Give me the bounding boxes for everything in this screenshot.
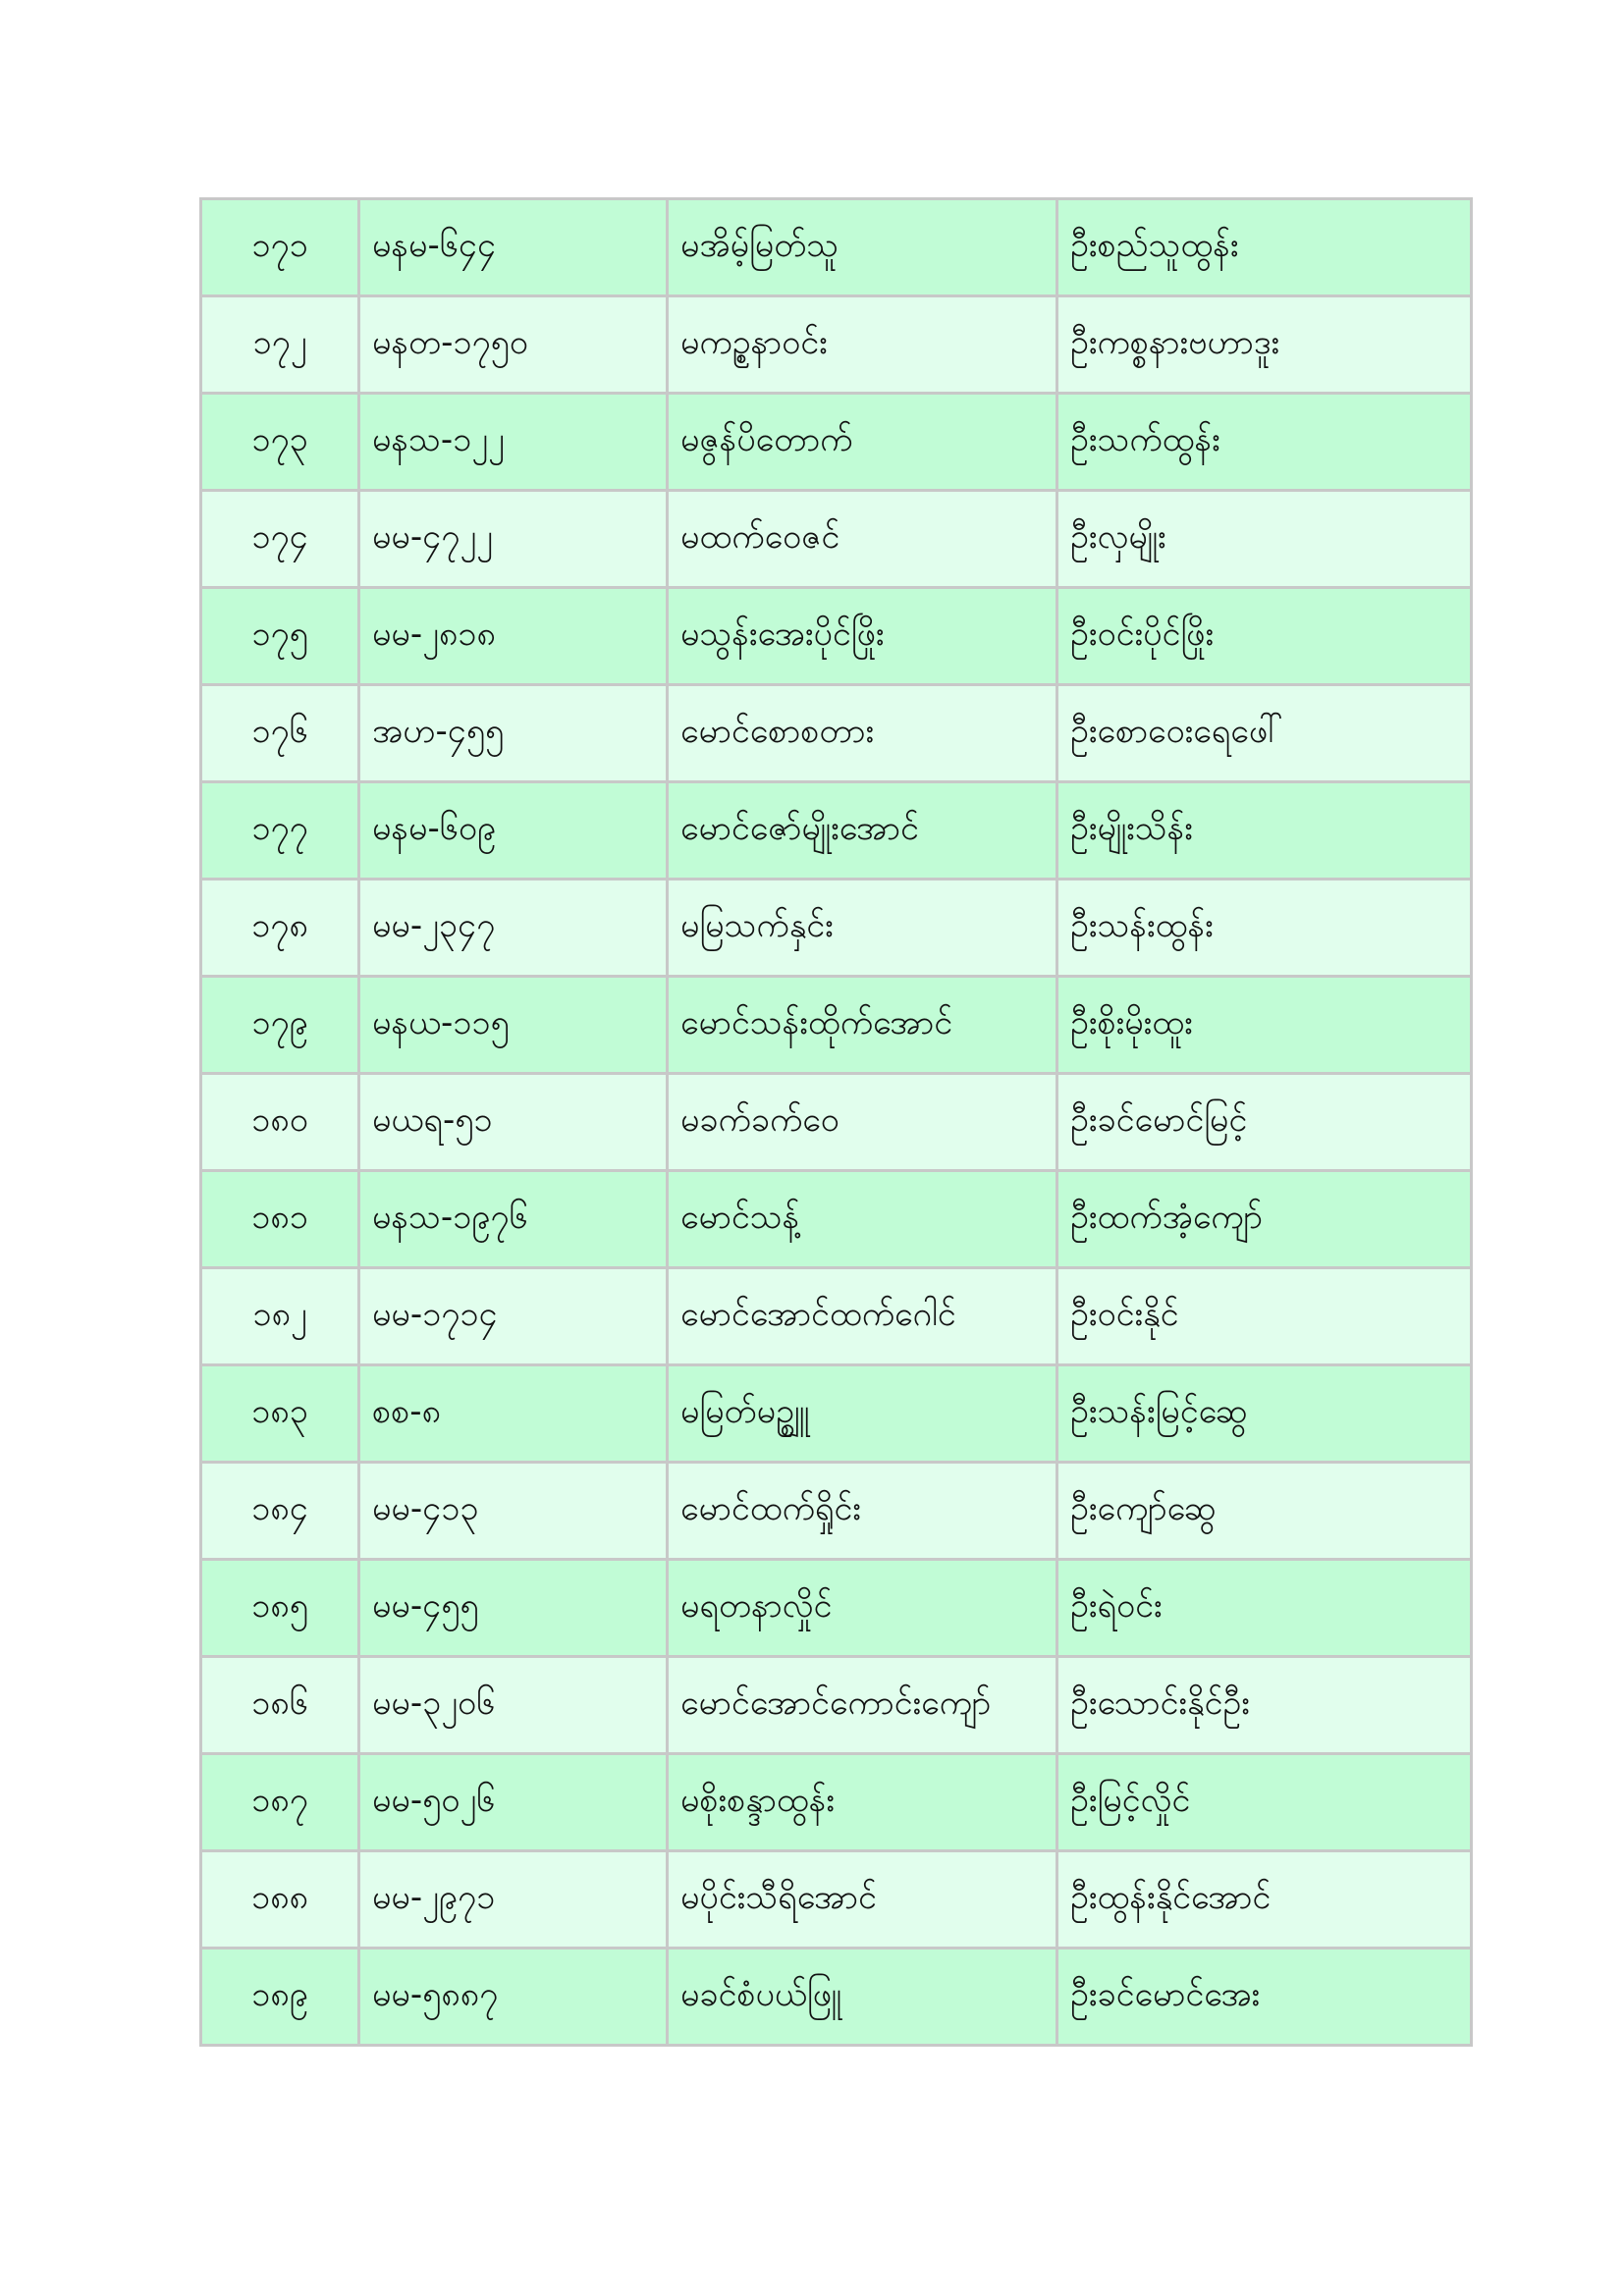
father-name: ဦးစောဝေးရေဖေါ် bbox=[1057, 685, 1472, 782]
row-number: ၁၈၃ bbox=[201, 1365, 359, 1463]
student-name: မထက်ဝေဇင် bbox=[668, 491, 1057, 588]
row-number: ၁၈၄ bbox=[201, 1463, 359, 1560]
student-name: မစိုးစန္ဒာထွန်း bbox=[668, 1754, 1057, 1851]
student-name: မအိမ့်မြတ်သူ bbox=[668, 199, 1057, 296]
registration-number: မမ-၂၉၇၁ bbox=[359, 1851, 668, 1949]
student-name: မခက်ခက်ဝေ bbox=[668, 1074, 1057, 1171]
table-row bbox=[201, 1171, 1472, 1268]
table-row bbox=[201, 880, 1472, 977]
student-name: မောင်သန်းထိုက်အောင် bbox=[668, 977, 1057, 1074]
registration-number: မမ-၅၀၂၆ bbox=[359, 1754, 668, 1851]
row-number: ၁၇၈ bbox=[201, 880, 359, 977]
table-row bbox=[201, 199, 1472, 296]
father-name: ဦးမြင့်လှိုင် bbox=[1057, 1754, 1472, 1851]
table-row bbox=[201, 1268, 1472, 1365]
row-number: ၁၈၁ bbox=[201, 1171, 359, 1268]
father-name: ဦးဝင်းပိုင်ဖြိုး bbox=[1057, 588, 1472, 685]
student-name: မကဥ္စနာဝင်း bbox=[668, 296, 1057, 394]
table-row bbox=[201, 1365, 1472, 1463]
row-number: ၁၇၉ bbox=[201, 977, 359, 1074]
registration-number: မမ-၄၁၃ bbox=[359, 1463, 668, 1560]
father-name: ဦးကစ္စနားဗဟာဒူး bbox=[1057, 296, 1472, 394]
father-name: ဦးထက်အံ့ကျော် bbox=[1057, 1171, 1472, 1268]
table-row bbox=[201, 1851, 1472, 1949]
father-name: ဦးလှမျိုး bbox=[1057, 491, 1472, 588]
father-name: ဦးသက်ထွန်း bbox=[1057, 394, 1472, 491]
row-number: ၁၇၂ bbox=[201, 296, 359, 394]
registration-number: မနယ-၁၁၅ bbox=[359, 977, 668, 1074]
father-name: ဦးသန်းမြင့်ဆွေ bbox=[1057, 1365, 1472, 1463]
student-name: မရတနာလှိုင် bbox=[668, 1560, 1057, 1657]
registration-number: မမ-၂၃၄၇ bbox=[359, 880, 668, 977]
student-name: မသွန်းအေးပိုင်ဖြိုး bbox=[668, 588, 1057, 685]
registration-number: မနမ-၆၄၄ bbox=[359, 199, 668, 296]
father-name: ဦးထွန်းနိုင်အောင် bbox=[1057, 1851, 1472, 1949]
table-row bbox=[201, 1949, 1472, 2046]
row-number: ၁၇၇ bbox=[201, 782, 359, 880]
registration-number: မယရ-၅၁ bbox=[359, 1074, 668, 1171]
father-name: ဦးကျော်ဆွေ bbox=[1057, 1463, 1472, 1560]
registration-number: မမ-၅၈၈၇ bbox=[359, 1949, 668, 2046]
row-number: ၁၈၈ bbox=[201, 1851, 359, 1949]
student-name: မောင်အောင်ကောင်းကျော် bbox=[668, 1657, 1057, 1754]
registration-number: မမ-၄၅၅ bbox=[359, 1560, 668, 1657]
row-number: ၁၇၆ bbox=[201, 685, 359, 782]
table-row bbox=[201, 1074, 1472, 1171]
row-number: ၁၈၅ bbox=[201, 1560, 359, 1657]
father-name: ဦးသောင်းနိုင်ဦး bbox=[1057, 1657, 1472, 1754]
table-row bbox=[201, 977, 1472, 1074]
table-body bbox=[201, 199, 1472, 2046]
student-name: မောင်သန့် bbox=[668, 1171, 1057, 1268]
registration-number: မမ-၁၇၁၄ bbox=[359, 1268, 668, 1365]
registration-number: မနတ-၁၇၅၀ bbox=[359, 296, 668, 394]
father-name: ဦးဝင်းနိုင် bbox=[1057, 1268, 1472, 1365]
table-row bbox=[201, 685, 1472, 782]
student-name: မမြတ်မဥ္ဈူ bbox=[668, 1365, 1057, 1463]
student-name: မပိုင်းသီရိအောင် bbox=[668, 1851, 1057, 1949]
table-row bbox=[201, 491, 1472, 588]
registration-number: မမ-၂၈၁၈ bbox=[359, 588, 668, 685]
student-name: မောင်ထက်ရှိုင်း bbox=[668, 1463, 1057, 1560]
father-name: ဦးစည်သူထွန်း bbox=[1057, 199, 1472, 296]
registration-number: မမ-၄၇၂၂ bbox=[359, 491, 668, 588]
registration-number: အဟ-၄၅၅ bbox=[359, 685, 668, 782]
row-number: ၁၇၄ bbox=[201, 491, 359, 588]
row-number: ၁၈၂ bbox=[201, 1268, 359, 1365]
table-row bbox=[201, 588, 1472, 685]
registration-number: စစ-၈ bbox=[359, 1365, 668, 1463]
student-name: မဇွန်ပိတောက် bbox=[668, 394, 1057, 491]
row-number: ၁၈၆ bbox=[201, 1657, 359, 1754]
registration-number: မနသ-၁၉၇၆ bbox=[359, 1171, 668, 1268]
table-row bbox=[201, 296, 1472, 394]
table-row bbox=[201, 782, 1472, 880]
table-row bbox=[201, 1560, 1472, 1657]
table-row bbox=[201, 1754, 1472, 1851]
student-name: မခင်စံပယ်ဖြူ bbox=[668, 1949, 1057, 2046]
father-name: ဦးမျိုးသိန်း bbox=[1057, 782, 1472, 880]
student-name: မောင်အောင်ထက်ဂေါင် bbox=[668, 1268, 1057, 1365]
table-row bbox=[201, 1463, 1472, 1560]
student-name: မောင်ဇော်မျိုးအောင် bbox=[668, 782, 1057, 880]
table-row bbox=[201, 394, 1472, 491]
row-number: ၁၇၃ bbox=[201, 394, 359, 491]
registration-number: မနမ-၆၀၉ bbox=[359, 782, 668, 880]
table-row bbox=[201, 1657, 1472, 1754]
student-name: မောင်စောစတား bbox=[668, 685, 1057, 782]
father-name: ဦးရဲဝင်း bbox=[1057, 1560, 1472, 1657]
row-number: ၁၈၉ bbox=[201, 1949, 359, 2046]
registration-number: မနသ-၁၂၂ bbox=[359, 394, 668, 491]
registration-number: မမ-၃၂၀၆ bbox=[359, 1657, 668, 1754]
father-name: ဦးခင်မောင်အေး bbox=[1057, 1949, 1472, 2046]
row-number: ၁၇၅ bbox=[201, 588, 359, 685]
row-number: ၁၈၇ bbox=[201, 1754, 359, 1851]
student-table bbox=[199, 197, 1473, 2047]
father-name: ဦးသန်းထွန်း bbox=[1057, 880, 1472, 977]
father-name: ဦးစိုးမိုးထူး bbox=[1057, 977, 1472, 1074]
father-name: ဦးခင်မောင်မြင့် bbox=[1057, 1074, 1472, 1171]
row-number: ၁၈၀ bbox=[201, 1074, 359, 1171]
row-number: ၁၇၁ bbox=[201, 199, 359, 296]
student-name: မမြသက်နှင်း bbox=[668, 880, 1057, 977]
